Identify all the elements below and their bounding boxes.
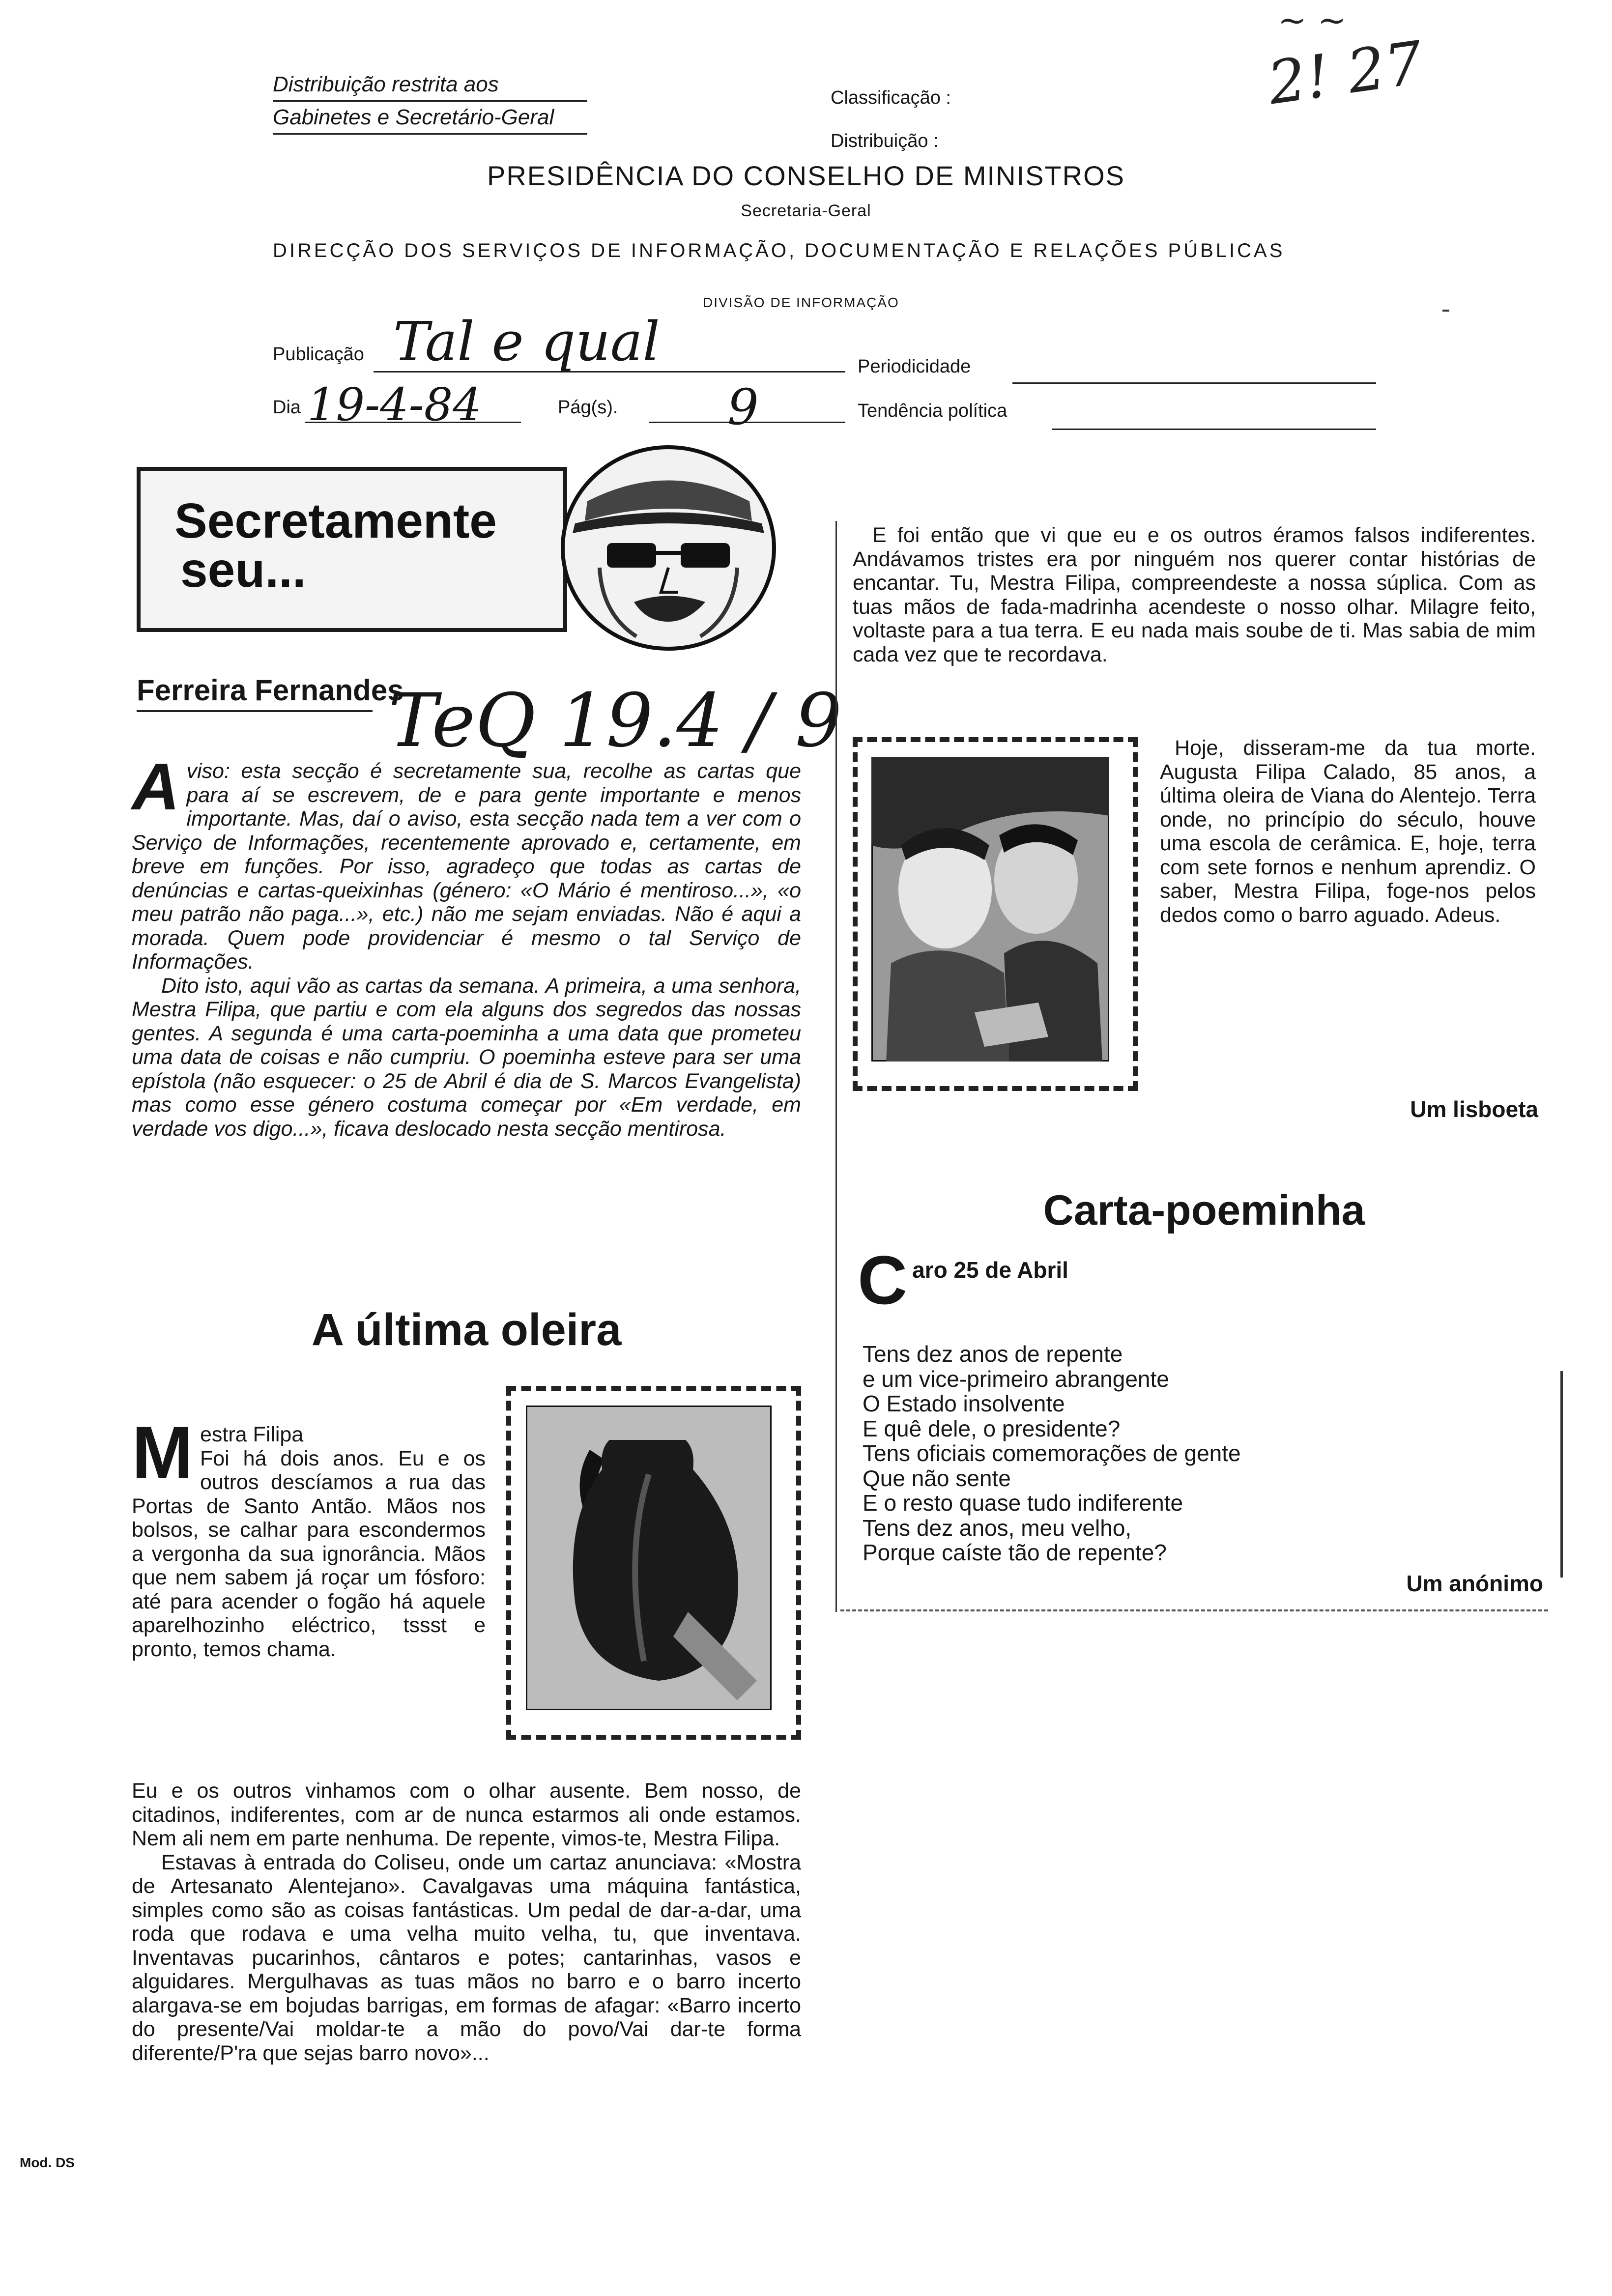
oleira-dropcap: M xyxy=(132,1411,193,1493)
oleira-opening xyxy=(132,1411,486,1661)
intro-text xyxy=(132,749,801,1141)
handwritten-clipping-note: TeQ 19.4 / 9 xyxy=(388,678,842,764)
secretariat-title: Secretaria-Geral xyxy=(741,201,871,220)
restricted-line-1: Distribuição restrita aos xyxy=(273,69,587,102)
poem-line: Tens oficiais comemorações de gente xyxy=(863,1440,1241,1466)
pags-handwritten-value: 9 xyxy=(727,378,759,436)
poem-line: e um vice-primeiro abrangente xyxy=(863,1366,1169,1392)
oleira-salutation-text: estra Filipa xyxy=(200,1423,304,1446)
dia-label: Dia xyxy=(273,397,301,418)
oleira-paragraph-2: Eu e os outros vinhamos com o olhar ausente. Bem nosso, de citadinos, indiferentes, com ar de nunca estarmos ali onde estamos. Nem ali nem em parte nenhuma. De repente, vimos-te, Mestra Filipa. xyxy=(132,1779,801,1850)
distribuicao-label: Distribuição : xyxy=(831,131,939,151)
oleira-body xyxy=(132,1779,801,2065)
oleira-title: A última oleira xyxy=(311,1305,622,1355)
intro-paragraph-2: Dito isto, aqui vão as cartas da semana. A primeira, a uma senhora, Mestra Filipa, que partiu e com ela alguns dos segredos das nossas gentes. A segunda é uma carta-poeminha a uma data que prometeu uma data de coisas e não cumpriu. O poeminha esteve para ser uma epístola (não esquecer: o 25 de Abril é dia de S. Marcos Evangelista) mas como esse género costuma começar por «Em verdade, em verdade vos digo...», ficava deslocado nesta secção mentirosa. xyxy=(132,974,801,1141)
poem-line: Tens dez anos de repente xyxy=(863,1341,1123,1367)
jug-photo xyxy=(526,1406,772,1710)
intro-paragraph-1 xyxy=(132,749,801,974)
intro-paragraph-1-text: viso: esta secção é secretamente sua, recolhe as cartas que para aí se escrevem, de e para gente importante e menos importante. Mas, daí o aviso, esta secção nada tem a ver com o Serviço de Informações, recentemente aprovado e, certamente, em breve em funções. Por isso, agradeço que todas as cartas de denúncias e cartas-queixinhas (género: «O Mário é mentiroso...», «o meu patrão não paga...», etc.) não me sejam enviadas. Não é aqui a morada. Quem pode providenciar é mesmo o tal Serviço de Informações. xyxy=(132,759,801,974)
jug-stamp-frame xyxy=(506,1386,801,1740)
restricted-line-2: Gabinetes e Secretário-Geral xyxy=(273,102,587,135)
byline-underline xyxy=(137,710,373,712)
oleira-photo xyxy=(871,757,1109,1062)
poem-salutation-text: aro 25 de Abril xyxy=(912,1257,1068,1283)
margin-pen-mark xyxy=(1560,1371,1563,1578)
margin-tick xyxy=(1442,310,1449,312)
oleira-signature: Um lisboeta xyxy=(1410,1096,1538,1122)
oleira-paragraph-5: Hoje, disseram-me da tua morte. Augusta Filipa Calado, 85 anos, a última oleira de Viana do Alentejo. Terra onde, no princípio do século, houve uma escola de cerâmica. E, hoje, terra com sete fornos e nenhum aprendiz. O saber, Mestra Filipa, foge-nos pelos dedos como o barro aguado. Adeus. xyxy=(1160,736,1536,927)
corner-handwritten-number: 2! 27 xyxy=(1264,29,1427,118)
column-divider xyxy=(835,521,837,1612)
author-portrait-illustration xyxy=(521,442,806,659)
poem-line: O Estado insolvente xyxy=(863,1391,1065,1416)
oleira-salutation xyxy=(132,1411,486,1493)
division-title: DIVISÃO DE INFORMAÇÃO xyxy=(703,295,899,310)
clipping-bottom-edge xyxy=(840,1609,1548,1611)
form-code: Mod. DS xyxy=(20,2155,75,2170)
portrait-stamp-frame xyxy=(853,737,1138,1091)
column-title xyxy=(174,493,497,598)
publicacao-label: Publicação xyxy=(273,344,364,365)
periodicidade-line xyxy=(1012,382,1376,384)
classificacao-label: Classificação : xyxy=(831,87,951,108)
classification-block xyxy=(831,76,951,163)
column-title-line-1: Secretamente xyxy=(174,493,497,548)
publicacao-handwritten-value: Tal e qual xyxy=(393,310,660,373)
periodicidade-label: Periodicidade xyxy=(858,356,971,377)
intro-dropcap: A xyxy=(132,749,180,824)
poem-title: Carta-poeminha xyxy=(1043,1187,1365,1234)
institution-title: PRESIDÊNCIA DO CONSELHO DE MINISTROS xyxy=(487,160,1125,191)
restricted-distribution-note xyxy=(273,69,587,135)
oleira-paragraph-1: Foi há dois anos. Eu e os outros descíamos a rua das Portas de Santo Antão. Mãos nos bolsos, se calhar para escondermos a vergonha da sua ignorância. Mãos que nem sabem já roçar um fósforo: até para acender o fogão há aquele aparelhozinho eléctrico, tssst e pronto, temos chama. xyxy=(132,1446,486,1661)
poem-dropcap: C xyxy=(858,1241,908,1319)
poem-line: Porque caíste tão de repente? xyxy=(863,1540,1167,1565)
column-title-line-2: seu... xyxy=(180,543,306,598)
poem-line: Que não sente xyxy=(863,1465,1011,1491)
oleira-paragraph-4: E foi então que vi que eu e os outros éramos falsos indiferentes. Andávamos tristes era por ninguém nos querer contar histórias de encantar. Tu, Mestra Filipa, compreendeste a nossa súplica. Com as tuas mãos de fada-madrinha acendeste o nosso olhar. Milagre feito, voltaste para a tua terra. E eu nada mais soube de ti. Mas sabia de mim cada vez que te recordava. xyxy=(853,523,1536,666)
corner-scribble: ~ ~ xyxy=(1278,0,1347,40)
dia-handwritten-value: 19-4-84 xyxy=(307,378,482,431)
tendencia-label: Tendência política xyxy=(858,401,1008,421)
poem-lines xyxy=(863,1342,1241,1565)
poem-line: Tens dez anos, meu velho, xyxy=(863,1515,1132,1541)
poem-line: E quê dele, o presidente? xyxy=(863,1415,1121,1441)
author-byline: Ferreira Fernandes xyxy=(137,674,404,707)
poem-salutation xyxy=(858,1241,1068,1319)
directorate-title: DIRECÇÃO DOS SERVIÇOS DE INFORMAÇÃO, DOCUMENTAÇÃO E RELAÇÕES PÚBLICAS xyxy=(273,240,1285,261)
poem-line: E o resto quase tudo indiferente xyxy=(863,1490,1183,1516)
pags-label: Pág(s). xyxy=(558,397,618,418)
poem-signature: Um anónimo xyxy=(1406,1571,1543,1596)
oleira-paragraph-3: Estavas à entrada do Coliseu, onde um cartaz anunciava: «Mostra de Artesanato Alentejano». Cavalgavas uma máquina fantástica, simples como são as coisas fantásticas. Um pedal de dar-a-dar, uma roda que rodava e uma velha muito velha, tu, que inventava. Inventavas pucarinhos, cântaros e potes; cantarinhas, vasos e alguidares. Mergulhavas as tuas mãos no barro e o barro incerto alargava-se em bojudas barrigas, em formas de afagar: «Barro incerto do presente/Vai moldar-te a mão do povo/Vai dar-te forma diferente/P'ra que sejas barro novo»... xyxy=(132,1850,801,2065)
tendencia-line xyxy=(1052,429,1376,430)
